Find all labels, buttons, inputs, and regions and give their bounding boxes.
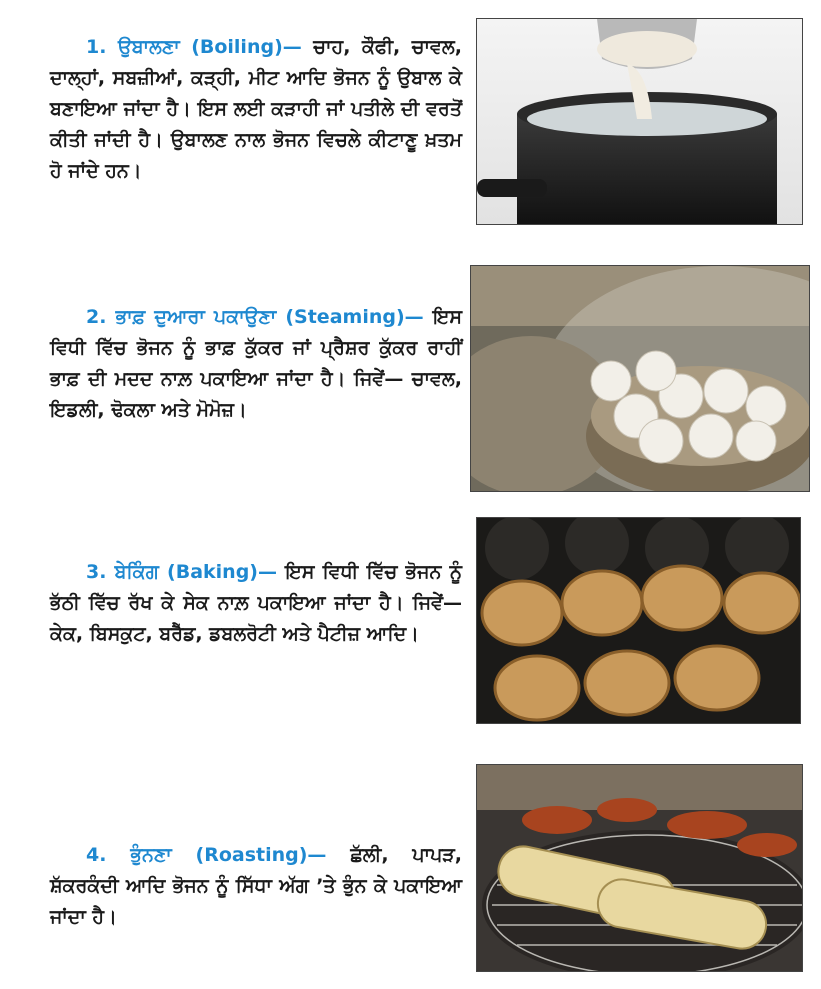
section-baking-text	[50, 557, 462, 650]
roasted-corn-photo	[476, 764, 803, 972]
boiling-rice-photo	[476, 18, 803, 225]
section-steaming-text	[50, 302, 462, 426]
section-body: ਇਸ ਵਿਧੀ ਵਿੱਚ ਭੋਜਨ ਨੂੰ ਭੱਠੀ ਵਿੱਚ ਰੱਖ ਕੇ ਸੇਕ ਨਾਲ਼ ਪਕਾਇਆ ਜਾਂਦਾ ਹੈ। ਜਿਵੇਂ—ਕੇਕ, ਬਿਸਕੁਟ, ਬਰੈੱਡ, ਡਬਲਰੋਟੀ ਅਤੇ ਪੈਟੀਜ਼ ਆਦਿ।	[50, 561, 462, 645]
section-body: ਛੱਲੀ, ਪਾਪੜ, ਸ਼ੱਕਰਕੰਦੀ ਆਦਿ ਭੋਜਨ ਨੂੰ ਸਿੱਧਾ ਅੱਗ ’ਤੇ ਭੁੰਨ ਕੇ ਪਕਾਇਆ ਜਾਂਦਾ ਹੈ।	[50, 844, 462, 928]
section-heading: ਭਾਫ਼ ਦੁਆਰਾ ਪਕਾਉਣਾ (Steaming)—	[115, 306, 424, 328]
section-heading: ਬੇਕਿੰਗ (Baking)—	[114, 561, 277, 583]
steamed-momos-photo	[470, 265, 810, 492]
baked-muffins-photo	[476, 517, 801, 724]
section-number: 4.	[86, 844, 107, 866]
section-heading: ਭੁੰਨਣਾ (Roasting)—	[130, 844, 327, 866]
section-heading: ਉਬਾਲਣਾ (Boiling)—	[117, 36, 302, 58]
section-roasting-text	[50, 840, 462, 933]
section-number: 2.	[86, 306, 107, 328]
section-number: 3.	[86, 561, 107, 583]
section-body: ਚਾਹ, ਕੌਫੀ, ਚਾਵਲ, ਦਾਲ੍ਹਾਂ, ਸਬਜ਼ੀਆਂ, ਕੜ੍ਹੀ, ਮੀਟ ਆਦਿ ਭੋਜਨ ਨੂੰ ਉਬਾਲ ਕੇ ਬਣਾਇਆ ਜਾਂਦਾ ਹੈ। ਇਸ ਲਈ ਕੜਾਹੀ ਜਾਂ ਪਤੀਲੇ ਦੀ ਵਰਤੋਂ ਕੀਤੀ ਜਾਂਦੀ ਹੈ। ਉਬਾਲਣ ਨਾਲ ਭੋਜਨ ਵਿਚਲੇ ਕੀਟਾਣੂ ਖ਼ਤਮ ਹੋ ਜਾਂਦੇ ਹਨ।	[50, 36, 462, 182]
section-body: ਇਸ ਵਿਧੀ ਵਿੱਚ ਭੋਜਨ ਨੂੰ ਭਾਫ਼ ਕੁੱਕਰ ਜਾਂ ਪ੍ਰੈਸ਼ਰ ਕੁੱਕਰ ਰਾਹੀਂ ਭਾਫ਼ ਦੀ ਮਦਦ ਨਾਲ਼ ਪਕਾਇਆ ਜਾਂਦਾ ਹੈ। ਜਿਵੇਂ— ਚਾਵਲ, ਇਡਲੀ, ਢੋਕਲਾ ਅਤੇ ਮੋਮੋਜ਼।	[50, 306, 462, 421]
section-boiling-text	[50, 32, 462, 187]
section-number: 1.	[86, 36, 107, 58]
